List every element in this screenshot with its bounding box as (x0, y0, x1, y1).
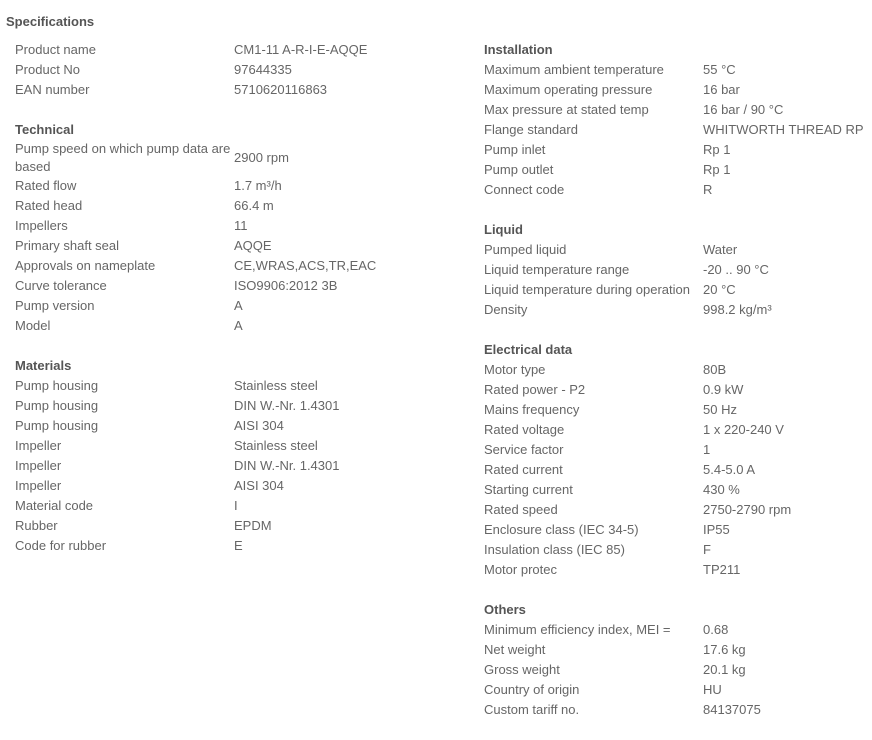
spec-value: HU (703, 682, 722, 697)
spec-row (484, 680, 872, 700)
spec-row (484, 80, 872, 100)
spec-row (484, 140, 872, 160)
spec-row (484, 660, 872, 680)
spec-label: Rubber (15, 518, 58, 533)
spec-row (484, 160, 872, 180)
spec-row (15, 496, 455, 516)
spec-value: R (703, 182, 713, 197)
spec-label: Service factor (484, 442, 564, 457)
spec-label: Pump speed on which pump data are based (15, 141, 231, 174)
left-column (15, 40, 455, 576)
spec-section-general (15, 40, 455, 100)
spec-label: Pump housing (15, 398, 99, 413)
spec-row (484, 500, 872, 520)
spec-value: 20 °C (703, 282, 736, 297)
spec-value: 84137075 (703, 702, 761, 717)
spec-section-others (484, 600, 872, 720)
spec-value: TP211 (703, 562, 741, 577)
spec-value: 20.1 kg (703, 662, 746, 677)
spec-value: 55 °C (703, 62, 736, 77)
spec-value: 11 (234, 218, 248, 233)
spec-row (15, 536, 455, 556)
section-title: Installation (484, 42, 553, 57)
spec-section-materials (15, 356, 455, 556)
spec-label: Rated head (15, 198, 83, 213)
spec-label: Pump housing (15, 418, 99, 433)
spec-value: Stainless steel (234, 438, 318, 453)
spec-value: ISO9906:2012 3B (234, 278, 338, 293)
spec-section-installation (484, 40, 872, 200)
spec-value: 1.7 m³/h (234, 178, 282, 193)
spec-section-liquid (484, 220, 872, 320)
spec-value: 998.2 kg/m³ (703, 302, 772, 317)
spec-label: Custom tariff no. (484, 702, 580, 717)
spec-value: CM1-11 A-R-I-E-AQQE (234, 42, 368, 57)
spec-label: Motor protec (484, 562, 557, 577)
spec-label: Model (15, 318, 51, 333)
spec-label: Density (484, 302, 528, 317)
spec-value: 16 bar / 90 °C (703, 102, 784, 117)
spec-label: Rated current (484, 462, 563, 477)
spec-row (484, 100, 872, 120)
spec-value: -20 .. 90 °C (703, 262, 769, 277)
spec-value: AISI 304 (234, 478, 284, 493)
spec-value: 97644335 (234, 62, 292, 77)
spec-value: 80B (703, 362, 727, 377)
spec-label: Curve tolerance (15, 278, 107, 293)
spec-value: 2900 rpm (234, 150, 289, 165)
spec-row (15, 476, 455, 496)
spec-label: Pump inlet (484, 142, 546, 157)
page-title: Specifications (6, 14, 95, 29)
spec-label: Rated voltage (484, 422, 565, 437)
spec-section-technical (15, 120, 455, 336)
spec-row (15, 436, 455, 456)
spec-label: Impeller (15, 478, 62, 493)
spec-row (484, 700, 872, 720)
spec-row (15, 296, 455, 316)
spec-row (484, 400, 872, 420)
spec-value: CE,WRAS,ACS,TR,EAC (234, 258, 377, 273)
spec-row (15, 316, 455, 336)
spec-row (15, 516, 455, 536)
spec-label: Pump version (15, 298, 95, 313)
spec-label: Product No (15, 62, 81, 77)
section-title: Electrical data (484, 342, 573, 357)
spec-row (15, 256, 455, 276)
section-title: Materials (15, 358, 72, 373)
spec-row (484, 300, 872, 320)
spec-value: A (234, 298, 243, 313)
spec-row (15, 216, 455, 236)
spec-value: 0.68 (703, 622, 729, 637)
spec-label: Flange standard (484, 122, 578, 137)
spec-row (484, 240, 872, 260)
spec-label: Pumped liquid (484, 242, 567, 257)
section-title: Liquid (484, 222, 523, 237)
spec-row (484, 420, 872, 440)
spec-value: 5.4-5.0 A (703, 462, 756, 477)
spec-row (15, 276, 455, 296)
spec-row (484, 440, 872, 460)
spec-value: DIN W.-Nr. 1.4301 (234, 458, 340, 473)
spec-row (15, 80, 455, 100)
spec-row (15, 196, 455, 216)
spec-value: 2750-2790 rpm (703, 502, 792, 517)
spec-value: AQQE (234, 238, 272, 253)
spec-label: Maximum operating pressure (484, 82, 653, 97)
spec-value: 50 Hz (703, 402, 737, 417)
spec-label: Rated flow (15, 178, 77, 193)
spec-value: 0.9 kW (703, 382, 744, 397)
spec-value: AISI 304 (234, 418, 284, 433)
spec-label: Connect code (484, 182, 565, 197)
spec-value: Rp 1 (703, 162, 731, 177)
spec-row (484, 180, 872, 200)
spec-label: Motor type (484, 362, 546, 377)
spec-label: Max pressure at stated temp (484, 102, 649, 117)
spec-value: Stainless steel (234, 378, 318, 393)
spec-label: Insulation class (IEC 85) (484, 542, 625, 557)
spec-label: Maximum ambient temperature (484, 62, 664, 77)
spec-row (484, 640, 872, 660)
spec-value: 1 x 220-240 V (703, 422, 784, 437)
spec-value: DIN W.-Nr. 1.4301 (234, 398, 340, 413)
spec-row (484, 280, 872, 300)
spec-label: Gross weight (484, 662, 560, 677)
spec-value: A (234, 318, 243, 333)
spec-value: 5710620116863 (234, 82, 328, 97)
spec-value: EPDM (234, 518, 272, 533)
spec-value: 66.4 m (234, 198, 274, 213)
spec-row (15, 140, 455, 176)
spec-row (484, 380, 872, 400)
spec-row (15, 416, 455, 436)
spec-label: Pump outlet (484, 162, 554, 177)
spec-label: Approvals on nameplate (15, 258, 156, 273)
spec-row (484, 620, 872, 640)
spec-value: WHITWORTH THREAD RP (703, 122, 864, 137)
spec-label: EAN number (15, 82, 90, 97)
spec-label: Code for rubber (15, 538, 107, 553)
spec-value: E (234, 538, 243, 553)
spec-label: Minimum efficiency index, MEI = (484, 622, 671, 637)
spec-row (484, 480, 872, 500)
spec-row (15, 236, 455, 256)
spec-value: 17.6 kg (703, 642, 746, 657)
spec-row (15, 396, 455, 416)
spec-label: Rated speed (484, 502, 558, 517)
spec-value: 1 (703, 442, 711, 457)
spec-label: Impellers (15, 218, 68, 233)
spec-row (484, 260, 872, 280)
spec-label: Mains frequency (484, 402, 580, 417)
spec-row (484, 540, 872, 560)
section-title: Others (484, 602, 526, 617)
spec-label: Country of origin (484, 682, 580, 697)
spec-row (484, 520, 872, 540)
spec-label: Material code (15, 498, 94, 513)
spec-label: Product name (15, 42, 96, 57)
spec-label: Impeller (15, 438, 62, 453)
spec-value: 430 % (703, 482, 740, 497)
spec-row (484, 120, 872, 140)
spec-row (484, 60, 872, 80)
spec-row (484, 460, 872, 480)
right-column (484, 40, 872, 740)
spec-label: Primary shaft seal (15, 238, 120, 253)
spec-row (15, 376, 455, 396)
spec-value: F (703, 542, 711, 557)
spec-value: 16 bar (703, 82, 740, 97)
spec-section-electrical-data (484, 340, 872, 580)
spec-value: Water (703, 242, 738, 257)
section-title: Technical (15, 122, 75, 137)
spec-value: I (234, 498, 238, 513)
spec-row (15, 40, 455, 60)
spec-label: Enclosure class (IEC 34-5) (484, 522, 639, 537)
spec-row (15, 60, 455, 80)
spec-row (484, 560, 872, 580)
spec-label: Rated power - P2 (484, 382, 586, 397)
spec-label: Starting current (484, 482, 573, 497)
spec-row (15, 456, 455, 476)
spec-label: Net weight (484, 642, 546, 657)
spec-row (484, 360, 872, 380)
spec-label: Pump housing (15, 378, 99, 393)
spec-label: Liquid temperature during operation (484, 282, 690, 297)
spec-label: Impeller (15, 458, 62, 473)
spec-value: IP55 (703, 522, 730, 537)
spec-label: Liquid temperature range (484, 262, 630, 277)
spec-row (15, 176, 455, 196)
spec-value: Rp 1 (703, 142, 731, 157)
